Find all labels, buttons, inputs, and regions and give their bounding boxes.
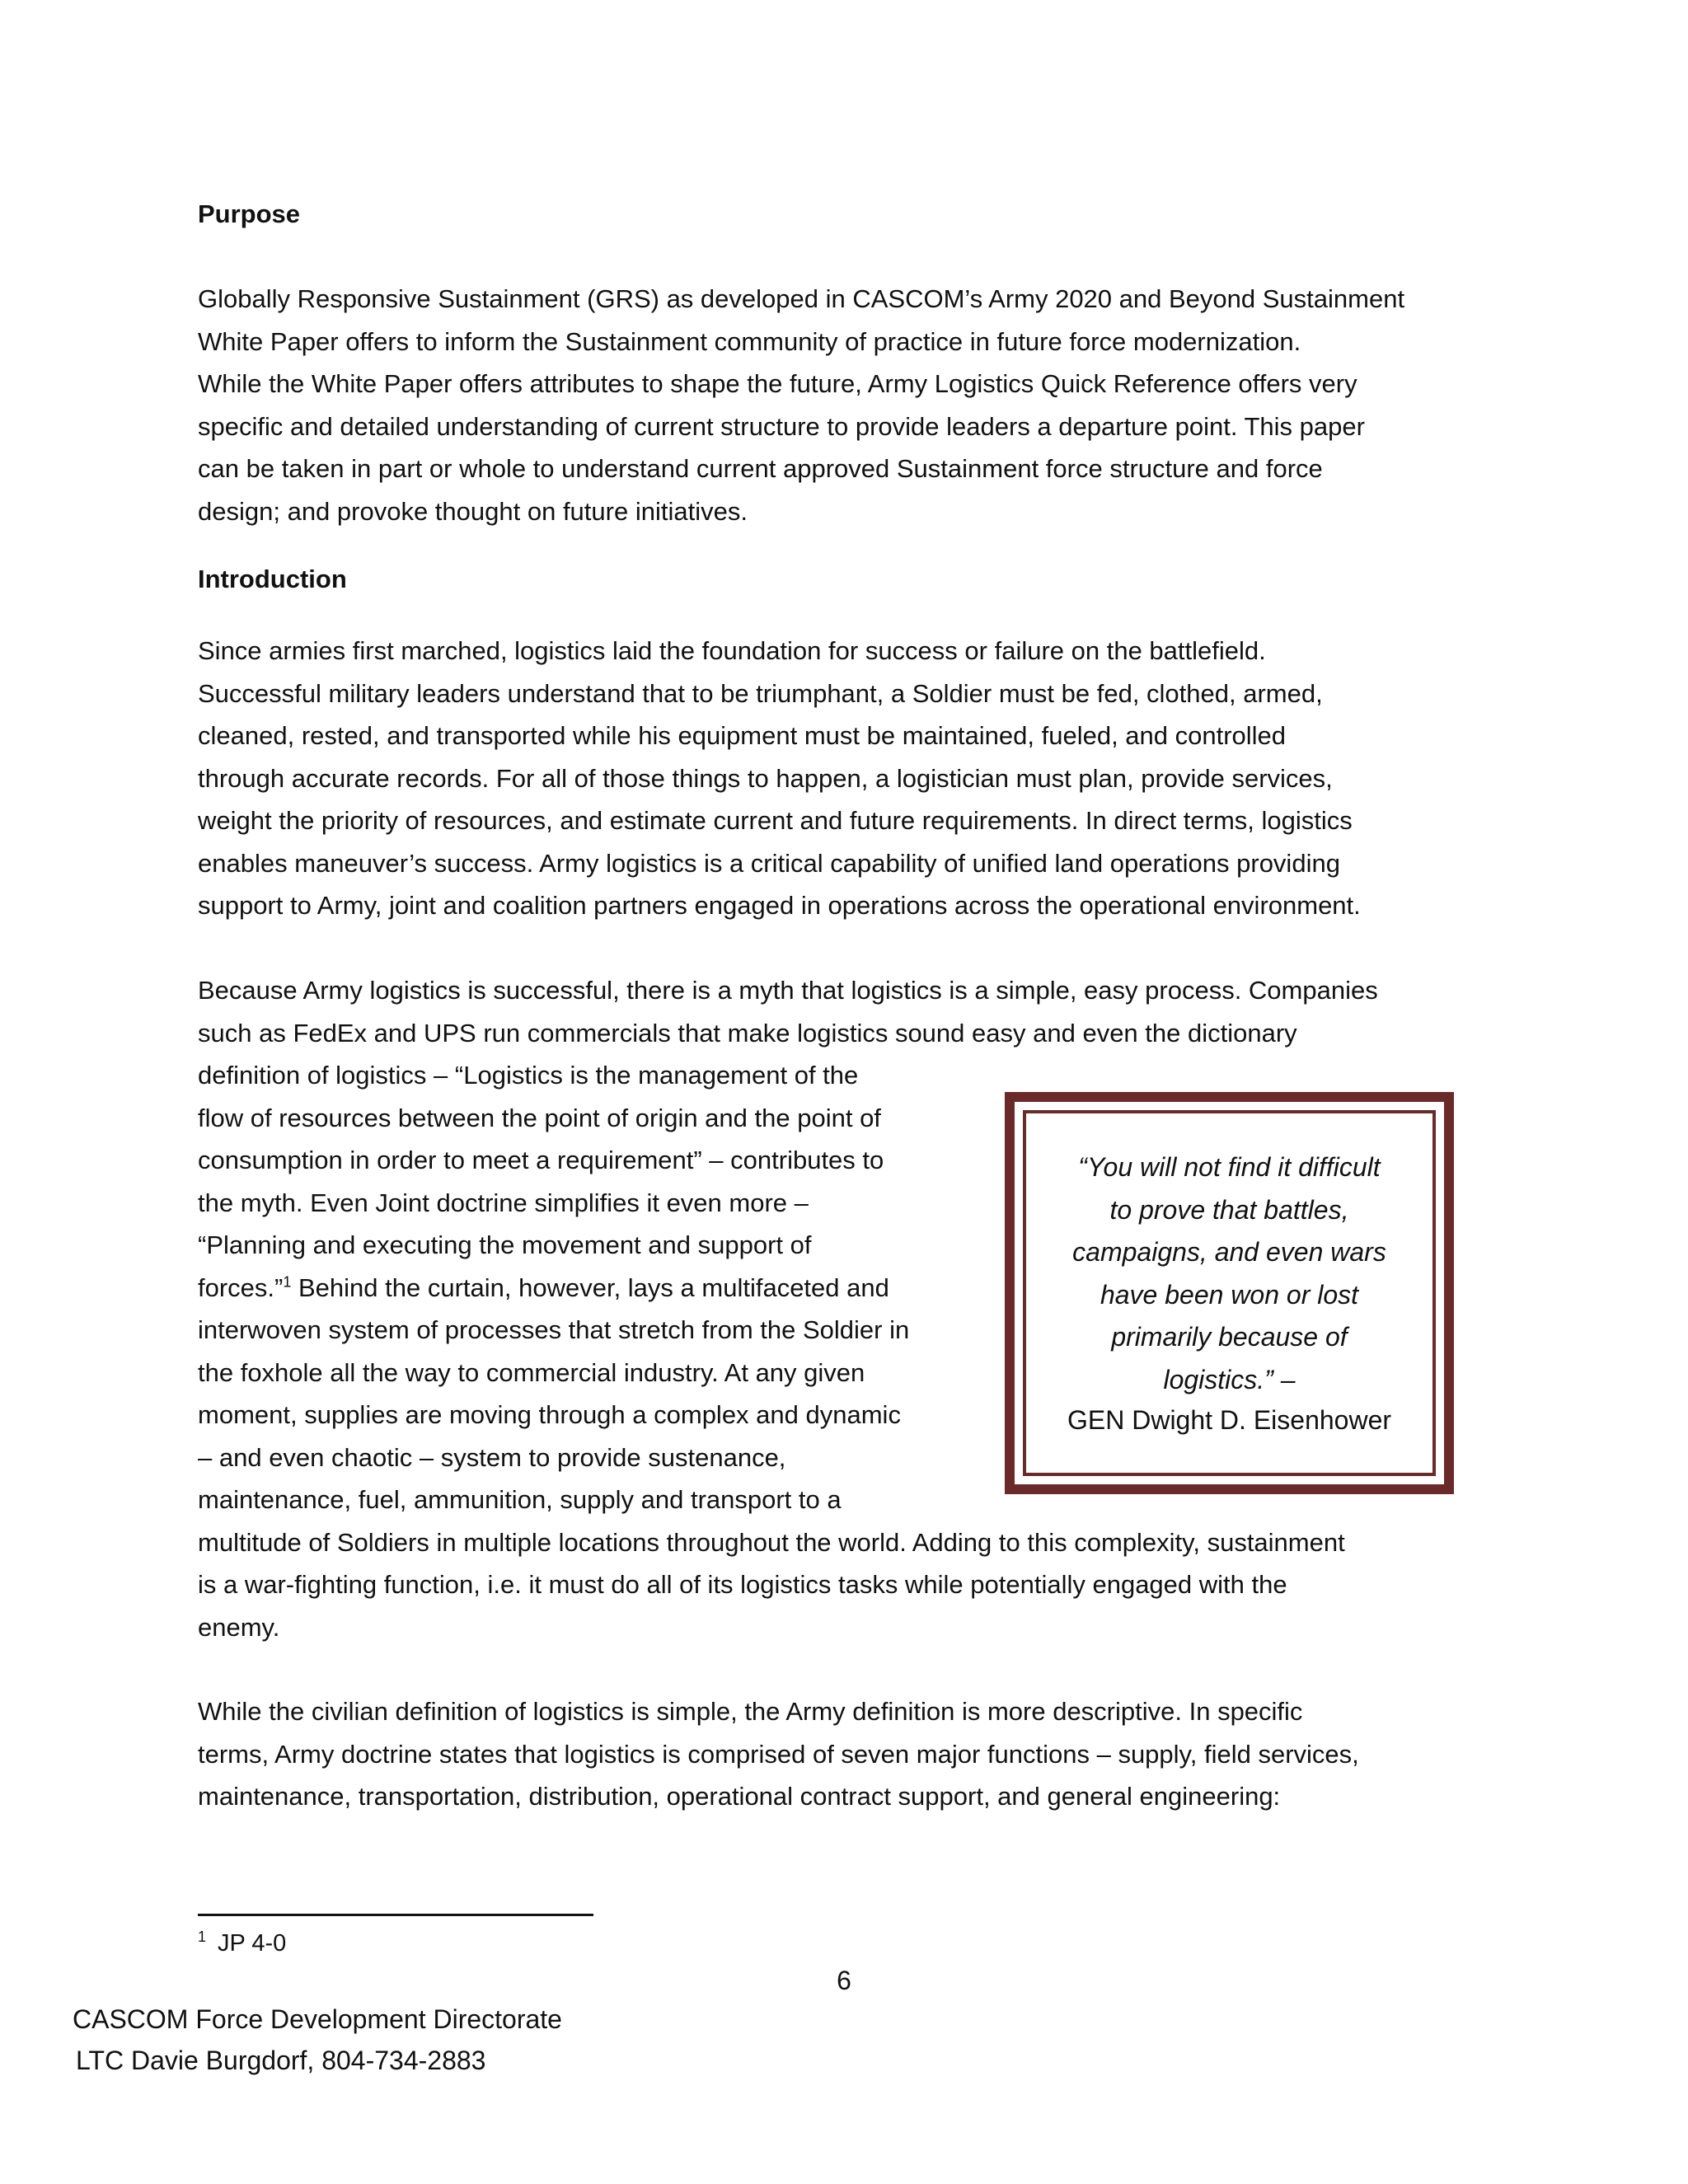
intro-line: consumption in order to meet a requirement” – contributes to: [198, 1146, 884, 1174]
intro-line: weight the priority of resources, and estimate current and future requirements. In direct terms, logistics: [198, 806, 1353, 835]
intro-line: the myth. Even Joint doctrine simplifies it even more –: [198, 1188, 809, 1217]
intro-line: terms, Army doctrine states that logistics is comprised of seven major functions – supply, field services,: [198, 1739, 1359, 1769]
intro-line: the foxhole all the way to commercial industry. At any given: [198, 1357, 865, 1387]
intro-line-start: forces.”: [198, 1272, 284, 1302]
footnote: [198, 1930, 286, 1957]
purpose-line: specific and detailed understanding of current structure to provide leaders a departure point. This paper: [198, 411, 1365, 441]
intro-line: enemy.: [198, 1612, 280, 1642]
footer-organization: CASCOM Force Development Directorate: [73, 2004, 562, 2034]
introduction-paragraph-1: [198, 630, 1361, 927]
footer: [73, 1999, 562, 2081]
intro-line: Since armies first marched, logistics laid the foundation for success or failure on the battlefield.: [198, 636, 1266, 665]
purpose-paragraph: [198, 278, 1404, 532]
purpose-heading: Purpose: [198, 199, 301, 228]
purpose-line: Globally Responsive Sustainment (GRS) as developed in CASCOM’s Army 2020 and Beyond Sustainment: [198, 284, 1405, 313]
footnote-text: JP 4-0: [218, 1930, 287, 1957]
quote-box: [1005, 1092, 1454, 1494]
intro-line: maintenance, transportation, distribution, operational contract support, and general engineering:: [198, 1782, 1281, 1811]
purpose-line: design; and provoke thought on future initiatives.: [198, 496, 748, 526]
footer-contact: LTC Davie Burgdorf, 804-734-2883: [76, 2046, 486, 2075]
introduction-heading: Introduction: [198, 565, 347, 593]
intro-line: enables maneuver’s success. Army logistics is a critical capability of unified land operations providing: [198, 848, 1340, 878]
quote-text: “You will not find it difficult to prove that battles, campaigns, and even wars have been won or lost primarily because of logistics.” –: [1072, 1152, 1386, 1394]
intro-line: multitude of Soldiers in multiple locations throughout the world. Adding to this complexity, sustainment: [198, 1527, 1345, 1557]
intro-line: is a war-fighting function, i.e. it must do all of its logistics tasks while potentially engaged with the: [198, 1570, 1287, 1599]
intro-line: – and even chaotic – system to provide sustenance,: [198, 1442, 786, 1472]
footnote-separator: [198, 1914, 593, 1916]
purpose-line: While the White Paper offers attributes to shape the future, Army Logistics Quick Reference offers very: [198, 369, 1357, 398]
intro-line: maintenance, fuel, ammunition, supply and transport to a: [198, 1485, 842, 1514]
intro-line: flow of resources between the point of origin and the point of: [198, 1103, 881, 1132]
intro-line: moment, supplies are moving through a complex and dynamic: [198, 1400, 901, 1429]
quote-inner-border: [1023, 1110, 1436, 1476]
intro-line: support to Army, joint and coalition partners engaged in operations across the operational environment.: [198, 891, 1361, 920]
purpose-line: White Paper offers to inform the Sustainment community of practice in future force modernization.: [198, 326, 1301, 356]
intro-line: Because Army logistics is successful, there is a myth that logistics is a simple, easy process. Companies: [198, 976, 1378, 1005]
intro-line: through accurate records. For all of those things to happen, a logistician must plan, provide services,: [198, 763, 1333, 793]
footnote-number: 1: [198, 1929, 207, 1946]
intro-line: interwoven system of processes that stretch from the Soldier in: [198, 1315, 910, 1344]
intro-line: such as FedEx and UPS run commercials that make logistics sound easy and even the dictionary: [198, 1018, 1297, 1047]
intro-line: cleaned, rested, and transported while his equipment must be maintained, fueled, and controlled: [198, 721, 1287, 750]
quote-author: GEN Dwight D. Eisenhower: [1067, 1405, 1392, 1435]
footnote-reference: 1: [283, 1273, 292, 1291]
intro-line-rest: Behind the curtain, however, lays a multifaceted and: [291, 1272, 889, 1302]
purpose-line: can be taken in part or whole to understand current approved Sustainment force structure and force: [198, 454, 1323, 483]
introduction-paragraph-3: [198, 1690, 1359, 1818]
intro-line: While the civilian definition of logistics is simple, the Army definition is more descriptive. In specific: [198, 1697, 1303, 1726]
intro-line: definition of logistics – “Logistics is the management of the: [198, 1061, 859, 1090]
intro-line: Successful military leaders understand that to be triumphant, a Soldier must be fed, clothed, armed,: [198, 678, 1323, 708]
page-number: 6: [837, 1966, 851, 1995]
intro-line: “Planning and executing the movement and support of: [198, 1230, 812, 1259]
